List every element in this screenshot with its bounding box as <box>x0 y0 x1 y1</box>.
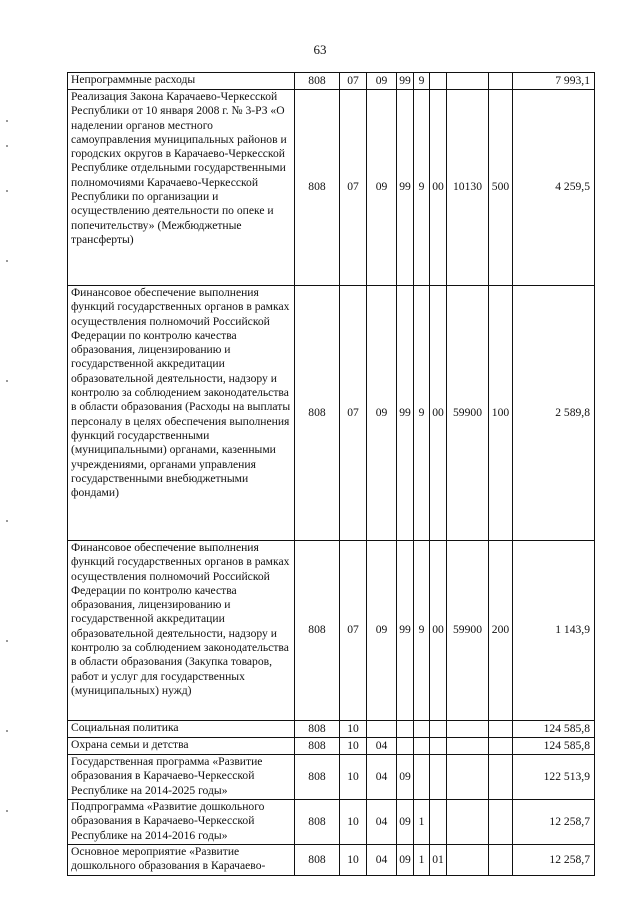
table-row <box>68 721 595 738</box>
code-ved: 808 <box>295 738 340 755</box>
row-name: Реализация Закона Карачаево-Черкесской Республики от 10 января 2008 г. № 3-РЗ «О наделении органов местного самоуправления муниципальных районов и городских округов в Карачаево-Черкесской Республике отдельными государственными полномочиями Карачаево-Черкесской Республики по организации и осуществлению деятельности по опеке и попечительству» (Межбюджетные трансферты) <box>68 90 295 286</box>
code-ved: 808 <box>295 721 340 738</box>
code-subprogram <box>414 721 430 738</box>
row-name: Основное мероприятие «Развитие дошкольного образования в Карачаево- <box>68 845 295 876</box>
table-row <box>68 90 595 286</box>
scan-margin-marks <box>6 120 10 820</box>
amount: 12 258,7 <box>513 800 595 845</box>
code-subsection <box>367 721 397 738</box>
page-number: 63 <box>313 42 327 57</box>
code-program <box>397 738 414 755</box>
row-name: Социальная политика <box>68 721 295 738</box>
code-activity <box>430 755 447 800</box>
code-program: 99 <box>397 90 414 286</box>
code-direction <box>447 721 489 738</box>
code-section: 10 <box>340 721 367 738</box>
row-name: Государственная программа «Развитие образования в Карачаево-Черкесской Республике на 2014-2025 годы» <box>68 755 295 800</box>
amount: 1 143,9 <box>513 541 595 721</box>
code-activity <box>430 738 447 755</box>
code-direction: 10130 <box>447 90 489 286</box>
code-subprogram: 9 <box>414 541 430 721</box>
row-name: Непрограммные расходы <box>68 73 295 90</box>
row-name: Охрана семьи и детства <box>68 738 295 755</box>
code-subsection: 09 <box>367 90 397 286</box>
code-ved: 808 <box>295 845 340 876</box>
code-program <box>397 721 414 738</box>
amount: 124 585,8 <box>513 721 595 738</box>
amount: 122 513,9 <box>513 755 595 800</box>
code-expense-type <box>489 721 513 738</box>
code-expense-type: 500 <box>489 90 513 286</box>
table-row <box>68 800 595 845</box>
code-direction <box>447 738 489 755</box>
code-expense-type <box>489 738 513 755</box>
amount: 2 589,8 <box>513 286 595 541</box>
code-section: 10 <box>340 755 367 800</box>
code-subsection: 09 <box>367 73 397 90</box>
budget-table <box>67 72 595 876</box>
code-subprogram: 9 <box>414 90 430 286</box>
code-ved: 808 <box>295 541 340 721</box>
code-ved: 808 <box>295 90 340 286</box>
code-section: 10 <box>340 845 367 876</box>
code-activity: 00 <box>430 90 447 286</box>
code-section: 10 <box>340 800 367 845</box>
amount: 124 585,8 <box>513 738 595 755</box>
code-direction <box>447 800 489 845</box>
code-subprogram: 1 <box>414 800 430 845</box>
row-name: Финансовое обеспечение выполнения функций государственных органов в рамках осуществления полномочий Российской Федерации по контролю качества образования, лицензированию и государственной аккредитации образовательной деятельности, надзору и контролю за соблюдением законодательства в области образования (Закупка товаров, работ и услуг для государственных (муниципальных) нужд) <box>68 541 295 721</box>
code-subprogram: 9 <box>414 286 430 541</box>
code-direction <box>447 755 489 800</box>
table-row <box>68 286 595 541</box>
amount: 4 259,5 <box>513 90 595 286</box>
code-ved: 808 <box>295 286 340 541</box>
code-program: 09 <box>397 845 414 876</box>
code-subsection: 04 <box>367 800 397 845</box>
code-ved: 808 <box>295 800 340 845</box>
table-row <box>68 73 595 90</box>
code-expense-type: 100 <box>489 286 513 541</box>
code-activity <box>430 721 447 738</box>
code-subsection: 09 <box>367 541 397 721</box>
code-activity <box>430 800 447 845</box>
code-direction <box>447 845 489 876</box>
code-subprogram <box>414 738 430 755</box>
code-section: 07 <box>340 541 367 721</box>
code-program: 09 <box>397 800 414 845</box>
code-direction <box>447 73 489 90</box>
code-activity <box>430 73 447 90</box>
code-activity: 00 <box>430 541 447 721</box>
code-subsection: 04 <box>367 738 397 755</box>
code-ved: 808 <box>295 755 340 800</box>
table-row <box>68 738 595 755</box>
code-ved: 808 <box>295 73 340 90</box>
table-row <box>68 541 595 721</box>
code-expense-type <box>489 755 513 800</box>
code-direction: 59900 <box>447 286 489 541</box>
code-expense-type <box>489 73 513 90</box>
code-expense-type: 200 <box>489 541 513 721</box>
code-expense-type <box>489 845 513 876</box>
code-section: 07 <box>340 90 367 286</box>
code-activity: 00 <box>430 286 447 541</box>
amount: 12 258,7 <box>513 845 595 876</box>
code-subsection: 09 <box>367 286 397 541</box>
code-section: 07 <box>340 73 367 90</box>
code-program: 99 <box>397 541 414 721</box>
row-name: Финансовое обеспечение выполнения функций государственных органов в рамках осуществления полномочий Российской Федерации по контролю качества образования, лицензированию и государственной аккредитации образовательной деятельности, надзору и контролю за соблюдением законодательства в области образования (Расходы на выплаты персоналу в целях обеспечения выполнения функций государственными (муниципальными) органами, казенными учреждениями, органами управления государственными внебюджетными фондами) <box>68 286 295 541</box>
code-subprogram: 1 <box>414 845 430 876</box>
code-subsection: 04 <box>367 755 397 800</box>
code-program: 09 <box>397 755 414 800</box>
table-row <box>68 755 595 800</box>
code-program: 99 <box>397 286 414 541</box>
code-section: 10 <box>340 738 367 755</box>
code-subsection: 04 <box>367 845 397 876</box>
row-name: Подпрограмма «Развитие дошкольного образования в Карачаево-Черкесской Республике на 2014-2016 годы» <box>68 800 295 845</box>
code-expense-type <box>489 800 513 845</box>
code-section: 07 <box>340 286 367 541</box>
code-activity: 01 <box>430 845 447 876</box>
table-row <box>68 845 595 876</box>
amount: 7 993,1 <box>513 73 595 90</box>
code-program: 99 <box>397 73 414 90</box>
code-subprogram: 9 <box>414 73 430 90</box>
code-subprogram <box>414 755 430 800</box>
code-direction: 59900 <box>447 541 489 721</box>
